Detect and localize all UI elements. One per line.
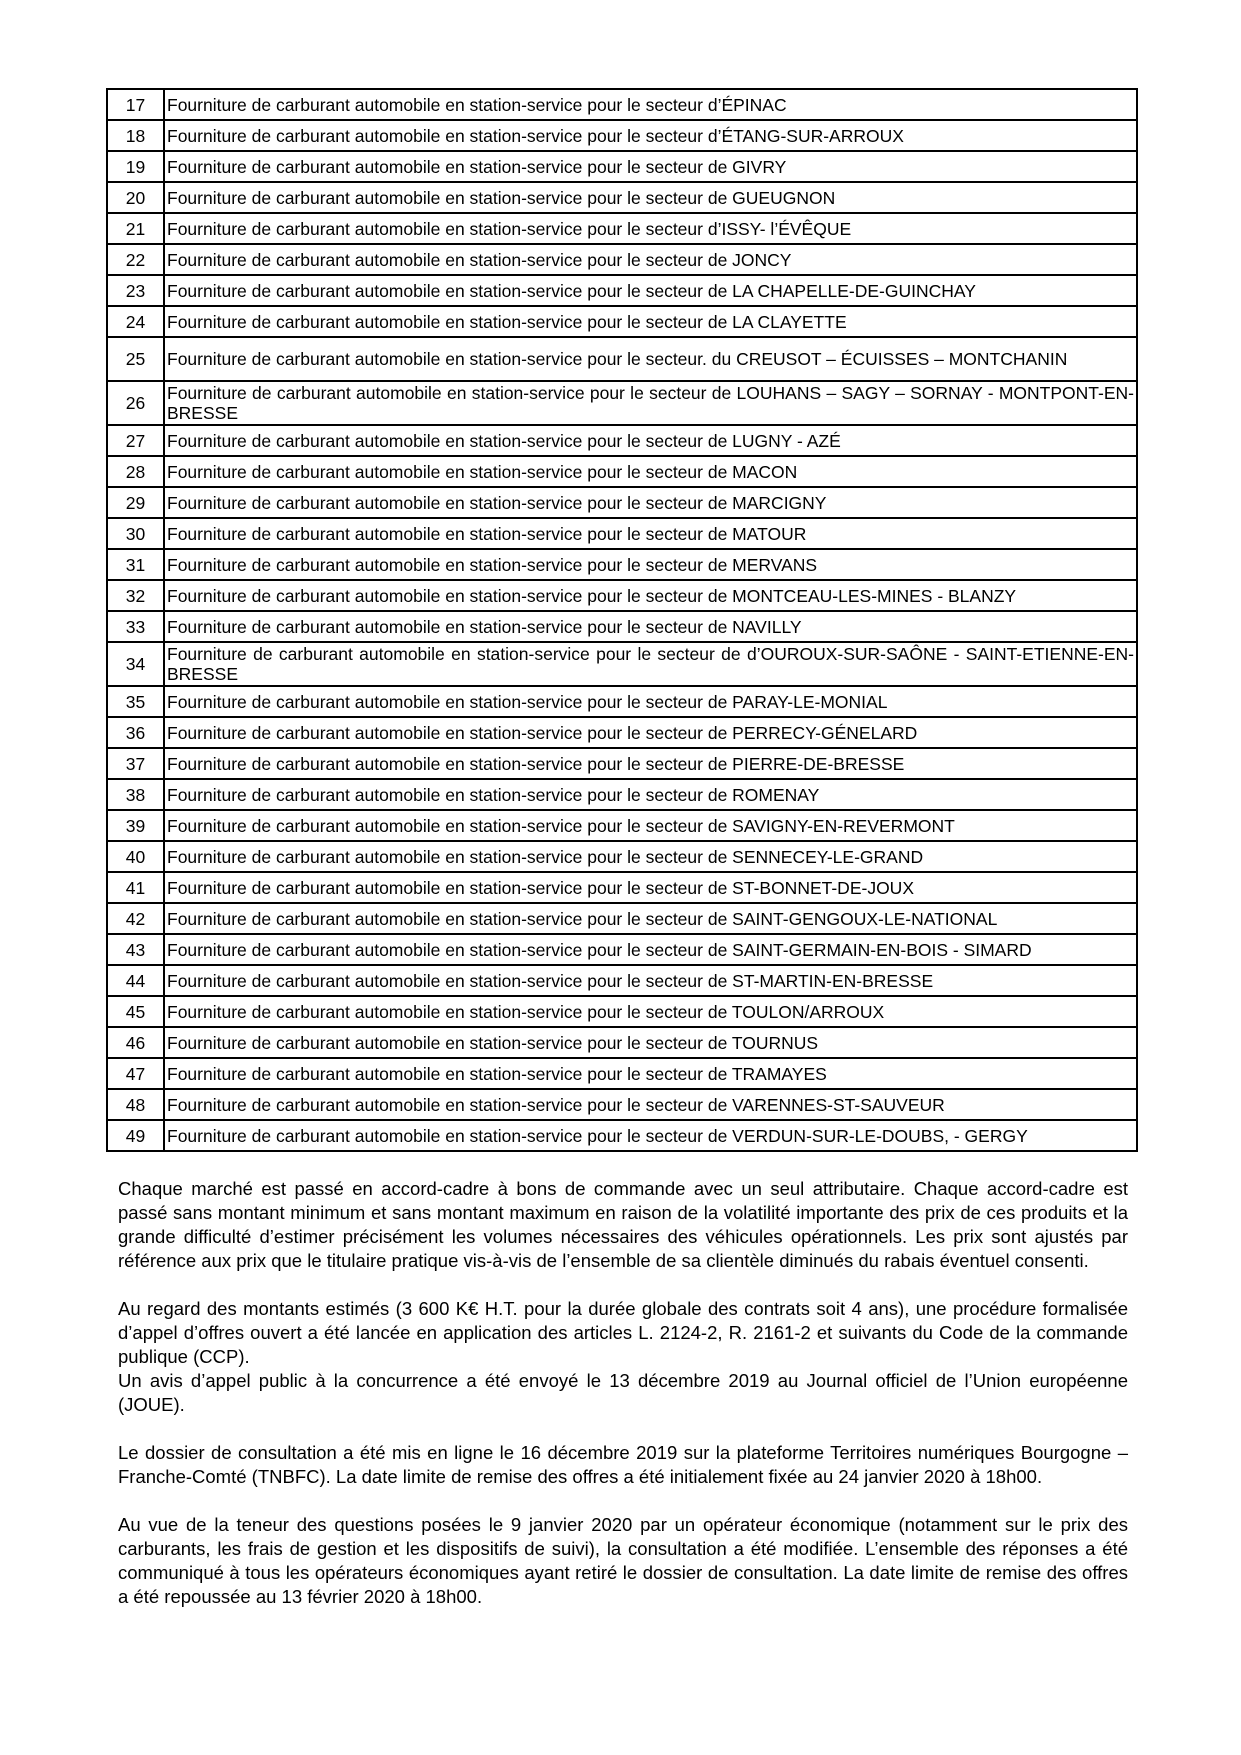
lot-number: 32 — [107, 580, 164, 611]
paragraph-avis-joue: Un avis d’appel public à la concurrence a été envoyé le 13 décembre 2019 au Journal officiel de l’Union européenne (JOUE). — [118, 1370, 1128, 1415]
lot-number: 36 — [107, 717, 164, 748]
lot-number: 49 — [107, 1120, 164, 1151]
table-row — [107, 686, 1137, 717]
body-text — [118, 1177, 1128, 1633]
lot-description: Fourniture de carburant automobile en station-service pour le secteur de VARENNES-ST-SAUVEUR — [164, 1089, 1137, 1120]
table-row — [107, 1120, 1137, 1151]
lot-description: Fourniture de carburant automobile en station-service pour le secteur de MATOUR — [164, 518, 1137, 549]
lot-description: Fourniture de carburant automobile en station-service pour le secteur de MACON — [164, 456, 1137, 487]
table-row — [107, 996, 1137, 1027]
lot-number: 37 — [107, 748, 164, 779]
table-row — [107, 1027, 1137, 1058]
lot-number: 35 — [107, 686, 164, 717]
lots-table — [106, 88, 1138, 1152]
lot-description: Fourniture de carburant automobile en station-service pour le secteur d’ÉTANG-SUR-ARROUX — [164, 120, 1137, 151]
lot-number: 48 — [107, 1089, 164, 1120]
lot-number: 23 — [107, 275, 164, 306]
table-row — [107, 580, 1137, 611]
table-row — [107, 120, 1137, 151]
lot-description: Fourniture de carburant automobile en station-service pour le secteur de LA CHAPELLE-DE-GUINCHAY — [164, 275, 1137, 306]
paragraph-modification: Au vue de la teneur des questions posées le 9 janvier 2020 par un opérateur économique (notamment sur le prix des carburants, les frais de gestion et les dispositifs de suivi), la consultation a été modifiée. L’ensemble des réponses a été communiqué à tous les opérateurs économiques ayant retiré le dossier de consultation. La date limite de remise des offres a été repoussée au 13 février 2020 à 18h00. — [118, 1514, 1128, 1607]
lot-description: Fourniture de carburant automobile en station-service pour le secteur. du CREUSOT – ÉCUISSES – MONTCHANIN — [164, 337, 1137, 381]
table-row — [107, 1058, 1137, 1089]
lot-number: 46 — [107, 1027, 164, 1058]
lot-description: Fourniture de carburant automobile en station-service pour le secteur de SAINT-GENGOUX-LE-NATIONAL — [164, 903, 1137, 934]
paragraph-procedure: Au regard des montants estimés (3 600 K€ H.T. pour la durée globale des contrats soit 4 ans), une procédure formalisée d’appel d’offres ouvert a été lancée en application des articles L. 2124-2, R. 2161-2 et suivants du Code de la commande publique (CCP). — [118, 1298, 1128, 1367]
table-row — [107, 717, 1137, 748]
lot-description: Fourniture de carburant automobile en station-service pour le secteur de ST-MARTIN-EN-BRESSE — [164, 965, 1137, 996]
lot-description: Fourniture de carburant automobile en station-service pour le secteur de GIVRY — [164, 151, 1137, 182]
table-row — [107, 337, 1137, 381]
lot-number: 31 — [107, 549, 164, 580]
lot-description: Fourniture de carburant automobile en station-service pour le secteur de TRAMAYES — [164, 1058, 1137, 1089]
table-row — [107, 151, 1137, 182]
lot-description: Fourniture de carburant automobile en station-service pour le secteur de d’OUROUX-SUR-SAÔNE - SAINT-ETIENNE-EN-BRESSE — [164, 642, 1137, 686]
lot-number: 24 — [107, 306, 164, 337]
lots-table-body — [107, 89, 1137, 1151]
table-row — [107, 779, 1137, 810]
lot-number: 18 — [107, 120, 164, 151]
paragraph-dossier-consultation: Le dossier de consultation a été mis en ligne le 16 décembre 2019 sur la plateforme Territoires numériques Bourgogne – Franche-Comté (TNBFC). La date limite de remise des offres a été initialement fixée au 24 janvier 2020 à 18h00. — [118, 1442, 1128, 1487]
lot-number: 29 — [107, 487, 164, 518]
lot-number: 27 — [107, 425, 164, 456]
lot-description: Fourniture de carburant automobile en station-service pour le secteur de SAVIGNY-EN-REVERMONT — [164, 810, 1137, 841]
lot-number: 26 — [107, 381, 164, 425]
lot-number: 39 — [107, 810, 164, 841]
lot-description: Fourniture de carburant automobile en station-service pour le secteur de SAINT-GERMAIN-EN-BOIS - SIMARD — [164, 934, 1137, 965]
table-row — [107, 89, 1137, 120]
lot-description: Fourniture de carburant automobile en station-service pour le secteur de ST-BONNET-DE-JOUX — [164, 872, 1137, 903]
lot-description: Fourniture de carburant automobile en station-service pour le secteur de PERRECY-GÉNELARD — [164, 717, 1137, 748]
lot-number: 28 — [107, 456, 164, 487]
lot-description: Fourniture de carburant automobile en station-service pour le secteur de MONTCEAU-LES-MINES - BLANZY — [164, 580, 1137, 611]
lot-description: Fourniture de carburant automobile en station-service pour le secteur d’ISSY- l’ÉVÊQUE — [164, 213, 1137, 244]
table-row — [107, 841, 1137, 872]
lot-number: 34 — [107, 642, 164, 686]
lot-description: Fourniture de carburant automobile en station-service pour le secteur de MARCIGNY — [164, 487, 1137, 518]
lot-number: 43 — [107, 934, 164, 965]
table-row — [107, 456, 1137, 487]
lot-number: 44 — [107, 965, 164, 996]
table-row — [107, 872, 1137, 903]
table-row — [107, 244, 1137, 275]
lot-number: 47 — [107, 1058, 164, 1089]
table-row — [107, 213, 1137, 244]
lot-number: 45 — [107, 996, 164, 1027]
lot-description: Fourniture de carburant automobile en station-service pour le secteur de TOULON/ARROUX — [164, 996, 1137, 1027]
table-row — [107, 275, 1137, 306]
lot-number: 22 — [107, 244, 164, 275]
lot-number: 17 — [107, 89, 164, 120]
table-row — [107, 903, 1137, 934]
lot-description: Fourniture de carburant automobile en station-service pour le secteur d’ÉPINAC — [164, 89, 1137, 120]
lot-description: Fourniture de carburant automobile en station-service pour le secteur de VERDUN-SUR-LE-DOUBS, - GERGY — [164, 1120, 1137, 1151]
lot-number: 20 — [107, 182, 164, 213]
table-row — [107, 425, 1137, 456]
lot-description: Fourniture de carburant automobile en station-service pour le secteur de PIERRE-DE-BRESSE — [164, 748, 1137, 779]
table-row — [107, 934, 1137, 965]
lot-number: 25 — [107, 337, 164, 381]
lot-number: 41 — [107, 872, 164, 903]
table-row — [107, 306, 1137, 337]
lot-number: 33 — [107, 611, 164, 642]
table-row — [107, 549, 1137, 580]
lot-description: Fourniture de carburant automobile en station-service pour le secteur de NAVILLY — [164, 611, 1137, 642]
table-row — [107, 182, 1137, 213]
table-row — [107, 965, 1137, 996]
table-row — [107, 381, 1137, 425]
lot-number: 42 — [107, 903, 164, 934]
table-row — [107, 1089, 1137, 1120]
lot-description: Fourniture de carburant automobile en station-service pour le secteur de TOURNUS — [164, 1027, 1137, 1058]
lot-description: Fourniture de carburant automobile en station-service pour le secteur de ROMENAY — [164, 779, 1137, 810]
lot-description: Fourniture de carburant automobile en station-service pour le secteur de LUGNY - AZÉ — [164, 425, 1137, 456]
lot-description: Fourniture de carburant automobile en station-service pour le secteur de LA CLAYETTE — [164, 306, 1137, 337]
lot-description: Fourniture de carburant automobile en station-service pour le secteur de GUEUGNON — [164, 182, 1137, 213]
table-row — [107, 518, 1137, 549]
lot-description: Fourniture de carburant automobile en station-service pour le secteur de JONCY — [164, 244, 1137, 275]
lot-description: Fourniture de carburant automobile en station-service pour le secteur de PARAY-LE-MONIAL — [164, 686, 1137, 717]
table-row — [107, 748, 1137, 779]
lot-number: 19 — [107, 151, 164, 182]
table-row — [107, 810, 1137, 841]
lot-description: Fourniture de carburant automobile en station-service pour le secteur de MERVANS — [164, 549, 1137, 580]
table-row — [107, 487, 1137, 518]
lot-description: Fourniture de carburant automobile en station-service pour le secteur de SENNECEY-LE-GRAND — [164, 841, 1137, 872]
lot-number: 21 — [107, 213, 164, 244]
lot-number: 40 — [107, 841, 164, 872]
table-row — [107, 611, 1137, 642]
lot-number: 30 — [107, 518, 164, 549]
table-row — [107, 642, 1137, 686]
lot-description: Fourniture de carburant automobile en station-service pour le secteur de LOUHANS – SAGY – SORNAY - MONTPONT-EN-BRESSE — [164, 381, 1137, 425]
paragraph-accord-cadre: Chaque marché est passé en accord-cadre à bons de commande avec un seul attributaire. Chaque accord-cadre est passé sans montant minimum et sans montant maximum en raison de la volatilité importante des prix de ces produits et la grande difficulté d’estimer précisément les volumes nécessaires des véhicules opérationnels. Les prix sont ajustés par référence aux prix que le titulaire pratique vis-à-vis de l’ensemble de sa clientèle diminués du rabais éventuel consenti. — [118, 1178, 1128, 1271]
lot-number: 38 — [107, 779, 164, 810]
